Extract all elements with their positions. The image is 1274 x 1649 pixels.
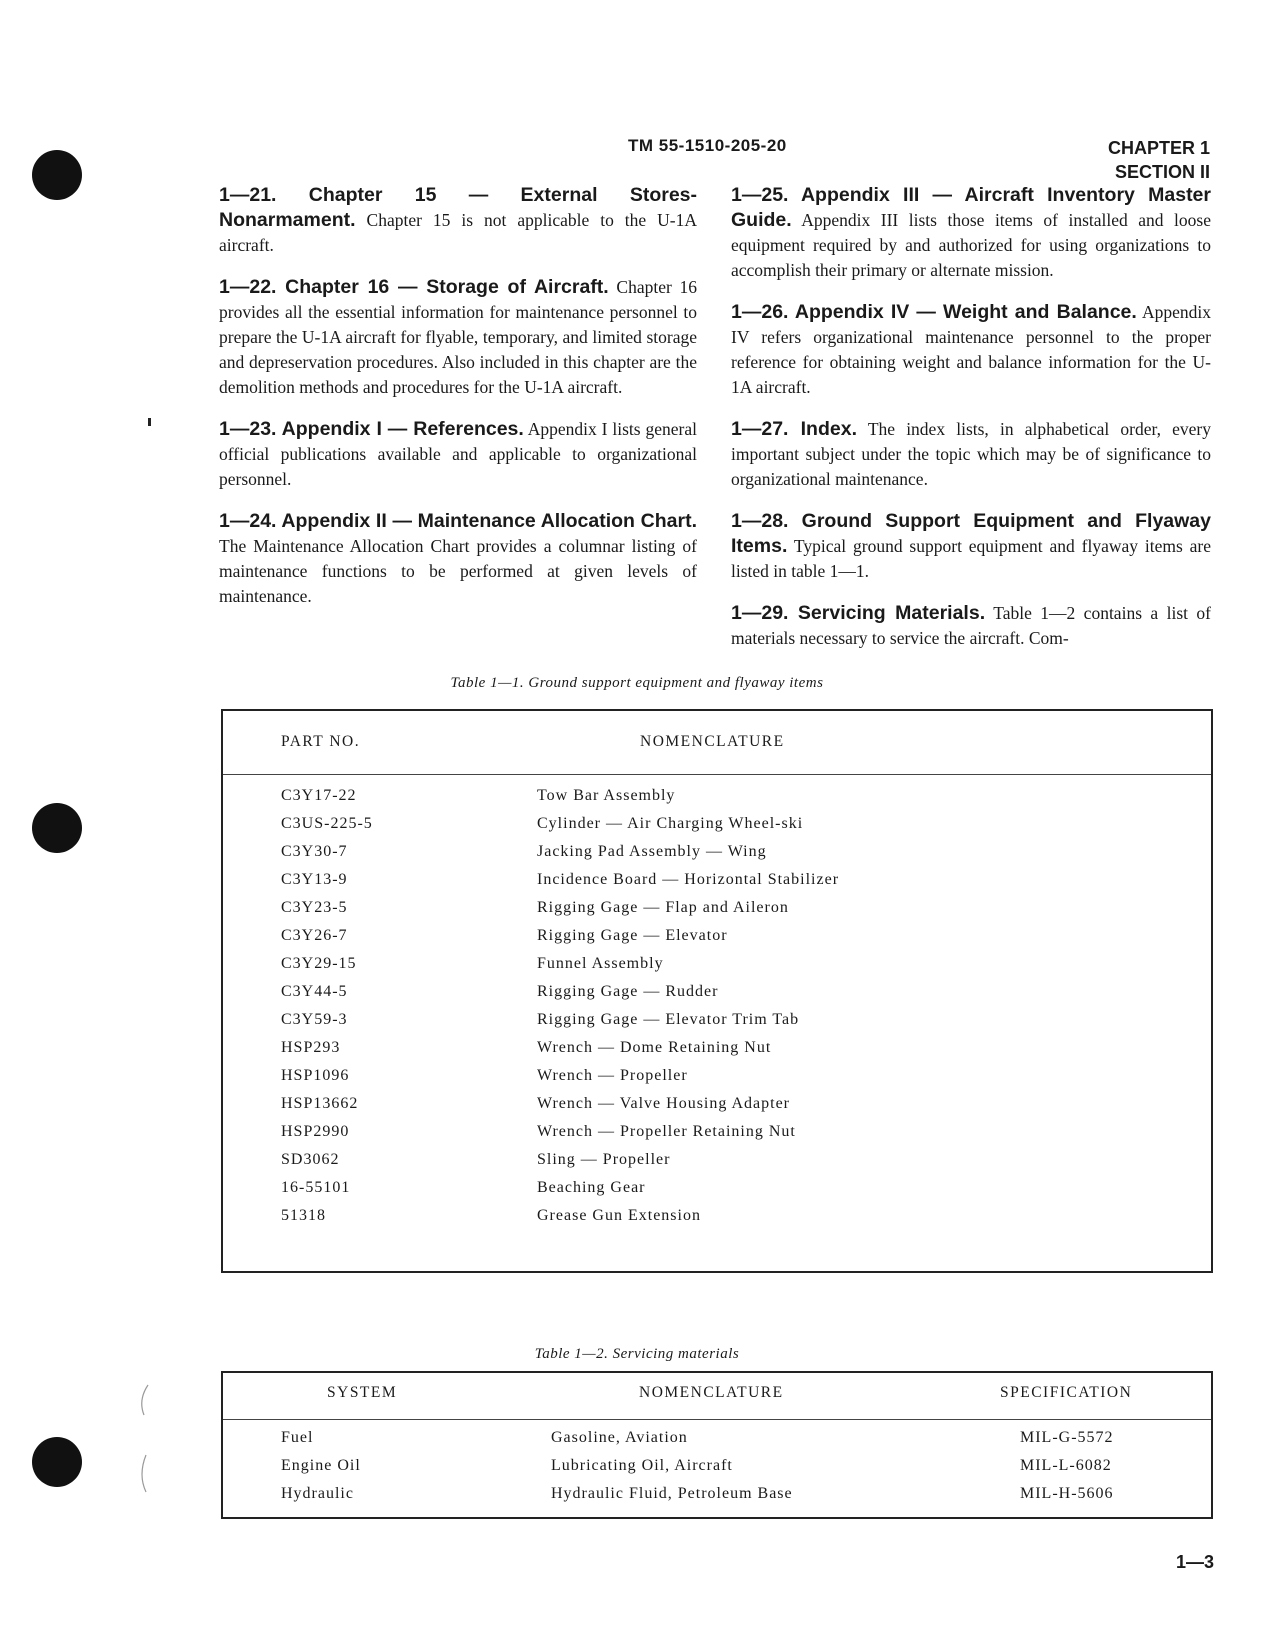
scan-mark	[146, 416, 156, 430]
paragraph-text: Appendix III lists those items of installed and loose equipment required by and authorized for using organizations to accomplish their primary or alternate mission.	[731, 210, 1211, 280]
table-row	[223, 1067, 1211, 1095]
table-row	[223, 1429, 1211, 1457]
paragraph-1-29	[731, 601, 1211, 651]
table-row	[223, 1457, 1211, 1485]
paragraph-heading: 1—29. Servicing Materials.	[731, 602, 986, 624]
table-row	[223, 1179, 1211, 1207]
nomenclature-cell: Rigging Gage — Elevator Trim Tab	[537, 1011, 800, 1028]
nomenclature-cell: Grease Gun Extension	[537, 1207, 701, 1224]
part-number-cell: 51318	[281, 1207, 326, 1224]
nomenclature-cell: Sling — Propeller	[537, 1151, 671, 1168]
nomenclature-cell: Wrench — Propeller	[537, 1067, 688, 1084]
nomenclature-cell: Cylinder — Air Charging Wheel-ski	[537, 815, 804, 832]
part-number-cell: C3Y29-15	[281, 955, 357, 972]
paragraph-text: Chapter 16 provides all the essential information for maintenance personnel to prepare the U-1A aircraft for flyable, temporary, and limited storage and depreservation procedures. Also included in this chapter are the demolition methods and procedures for the U-1A aircraft.	[219, 277, 698, 397]
nomenclature-cell: Wrench — Propeller Retaining Nut	[537, 1123, 796, 1140]
table-1-2	[221, 1371, 1213, 1519]
part-number-cell: HSP293	[281, 1039, 341, 1056]
paragraph-heading: 1—28. Ground Support Equipment and Flyaway Items.	[731, 510, 1211, 557]
table-row	[223, 1011, 1211, 1039]
nomenclature-cell: Tow Bar Assembly	[537, 787, 676, 804]
table-row	[223, 787, 1211, 815]
paragraph-text: Typical ground support equipment and flyaway items are listed in table 1—1.	[731, 536, 1211, 581]
paragraph-heading: 1—22. Chapter 16 — Storage of Aircraft.	[219, 276, 609, 298]
nomenclature-cell: Jacking Pad Assembly — Wing	[537, 843, 767, 860]
paragraph-text: Chapter 15 is not applicable to the U-1A aircraft.	[219, 210, 698, 255]
paragraph-heading: 1—21. Chapter 15 — External Stores-Nonarmament.	[219, 184, 697, 231]
header-divider	[223, 1419, 1211, 1420]
specification-cell: MIL-G-5572	[1020, 1429, 1114, 1446]
paragraph-text: Appendix IV refers organizational maintenance personnel to the proper reference for obtaining weight and balance information for the U-1A aircraft.	[731, 302, 1211, 397]
table-1-1-caption: Table 1—1. Ground support equipment and flyaway items	[450, 675, 824, 691]
nomenclature-cell: Beaching Gear	[537, 1179, 646, 1196]
column-header-nomenclature: NOMENCLATURE	[639, 1384, 784, 1401]
part-number-cell: C3Y13-9	[281, 871, 348, 888]
system-cell: Hydraulic	[281, 1485, 354, 1502]
part-number-cell: C3Y44-5	[281, 983, 348, 1000]
page-number: 1—3	[1175, 1552, 1214, 1572]
part-number-cell: HSP1096	[281, 1067, 350, 1084]
chapter-section-heading	[1108, 136, 1210, 184]
section-label: SECTION II	[1114, 162, 1210, 182]
part-number-cell: C3Y26-7	[281, 927, 348, 944]
table-row	[223, 1123, 1211, 1151]
paragraph-1-25	[731, 183, 1211, 283]
table-row	[223, 1485, 1211, 1513]
part-number-cell: SD3062	[281, 1151, 340, 1168]
paragraph-heading: 1—27. Index.	[731, 418, 857, 440]
part-number-cell: C3Y17-22	[281, 787, 357, 804]
paragraph-1-26	[731, 300, 1211, 400]
document-number: TM 55-1510-205-20	[628, 136, 787, 155]
column-header-specification: SPECIFICATION	[1000, 1384, 1133, 1401]
column-header-system: SYSTEM	[327, 1384, 398, 1401]
text-column-left	[219, 183, 697, 626]
table-row	[223, 927, 1211, 955]
nomenclature-cell: Rigging Gage — Rudder	[537, 983, 719, 1000]
nomenclature-cell: Funnel Assembly	[537, 955, 664, 972]
nomenclature-cell: Rigging Gage — Elevator	[537, 927, 728, 944]
table-row	[223, 871, 1211, 899]
paragraph-1-21	[219, 183, 697, 258]
paragraph-text: The index lists, in alphabetical order, every important subject under the topic which may be of significance to organizational maintenance.	[731, 419, 1212, 489]
table-1-1-body	[223, 787, 1211, 1235]
paragraph-1-27	[731, 417, 1211, 492]
paragraph-1-28	[731, 509, 1211, 584]
table-row	[223, 983, 1211, 1011]
paragraph-text: Appendix I lists general official publications available and applicable to organizational personnel.	[219, 419, 697, 489]
part-number-cell: HSP2990	[281, 1123, 350, 1140]
paragraph-heading: 1—26. Appendix IV — Weight and Balance.	[731, 301, 1137, 323]
column-header-nomenclature: NOMENCLATURE	[640, 733, 785, 750]
part-number-cell: C3Y30-7	[281, 843, 348, 860]
table-row	[223, 955, 1211, 983]
paragraph-text: The Maintenance Allocation Chart provides a columnar listing of maintenance functions to be performed at given levels of maintenance.	[219, 536, 697, 606]
text-column-right	[731, 183, 1211, 668]
paragraph-1-23	[219, 417, 697, 492]
header-divider	[223, 774, 1211, 775]
table-row	[223, 1095, 1211, 1123]
paragraph-1-22	[219, 275, 697, 400]
chapter-label: CHAPTER 1	[1107, 138, 1210, 158]
paragraph-text: Table 1—2 contains a list of materials necessary to service the aircraft. Com-	[731, 603, 1211, 648]
system-cell: Fuel	[281, 1429, 314, 1446]
paragraph-heading: 1—25. Appendix III — Aircraft Inventory Master Guide.	[731, 184, 1211, 231]
part-number-cell: 16-55101	[281, 1179, 351, 1196]
column-header-part-no: PART NO.	[281, 733, 361, 750]
nomenclature-cell: Lubricating Oil, Aircraft	[551, 1457, 733, 1474]
nomenclature-cell: Wrench — Dome Retaining Nut	[537, 1039, 772, 1056]
binder-hole-middle	[32, 803, 82, 853]
paragraph-heading: 1—23. Appendix I — References.	[219, 418, 524, 440]
system-cell: Engine Oil	[281, 1457, 361, 1474]
nomenclature-cell: Rigging Gage — Flap and Aileron	[537, 899, 789, 916]
table-row	[223, 1151, 1211, 1179]
nomenclature-cell: Hydraulic Fluid, Petroleum Base	[551, 1485, 793, 1502]
table-row	[223, 843, 1211, 871]
paragraph-1-24	[219, 509, 697, 609]
table-1-1	[221, 709, 1213, 1273]
table-1-2-body	[223, 1429, 1211, 1513]
nomenclature-cell: Gasoline, Aviation	[551, 1429, 688, 1446]
binder-hole-bottom	[32, 1437, 82, 1487]
binder-hole-top	[32, 150, 82, 200]
table-1-2-caption: Table 1—2. Servicing materials	[534, 1346, 740, 1362]
part-number-cell: C3Y23-5	[281, 899, 348, 916]
paragraph-heading: 1—24. Appendix II — Maintenance Allocation Chart.	[219, 510, 697, 532]
table-row	[223, 815, 1211, 843]
table-row	[223, 1039, 1211, 1067]
nomenclature-cell: Incidence Board — Horizontal Stabilizer	[537, 871, 840, 888]
table-row	[223, 899, 1211, 927]
scan-mark	[134, 1380, 154, 1500]
part-number-cell: HSP13662	[281, 1095, 359, 1112]
table-row	[223, 1207, 1211, 1235]
part-number-cell: C3Y59-3	[281, 1011, 348, 1028]
specification-cell: MIL-H-5606	[1020, 1485, 1114, 1502]
specification-cell: MIL-L-6082	[1020, 1457, 1112, 1474]
nomenclature-cell: Wrench — Valve Housing Adapter	[537, 1095, 791, 1112]
part-number-cell: C3US-225-5	[281, 815, 373, 832]
